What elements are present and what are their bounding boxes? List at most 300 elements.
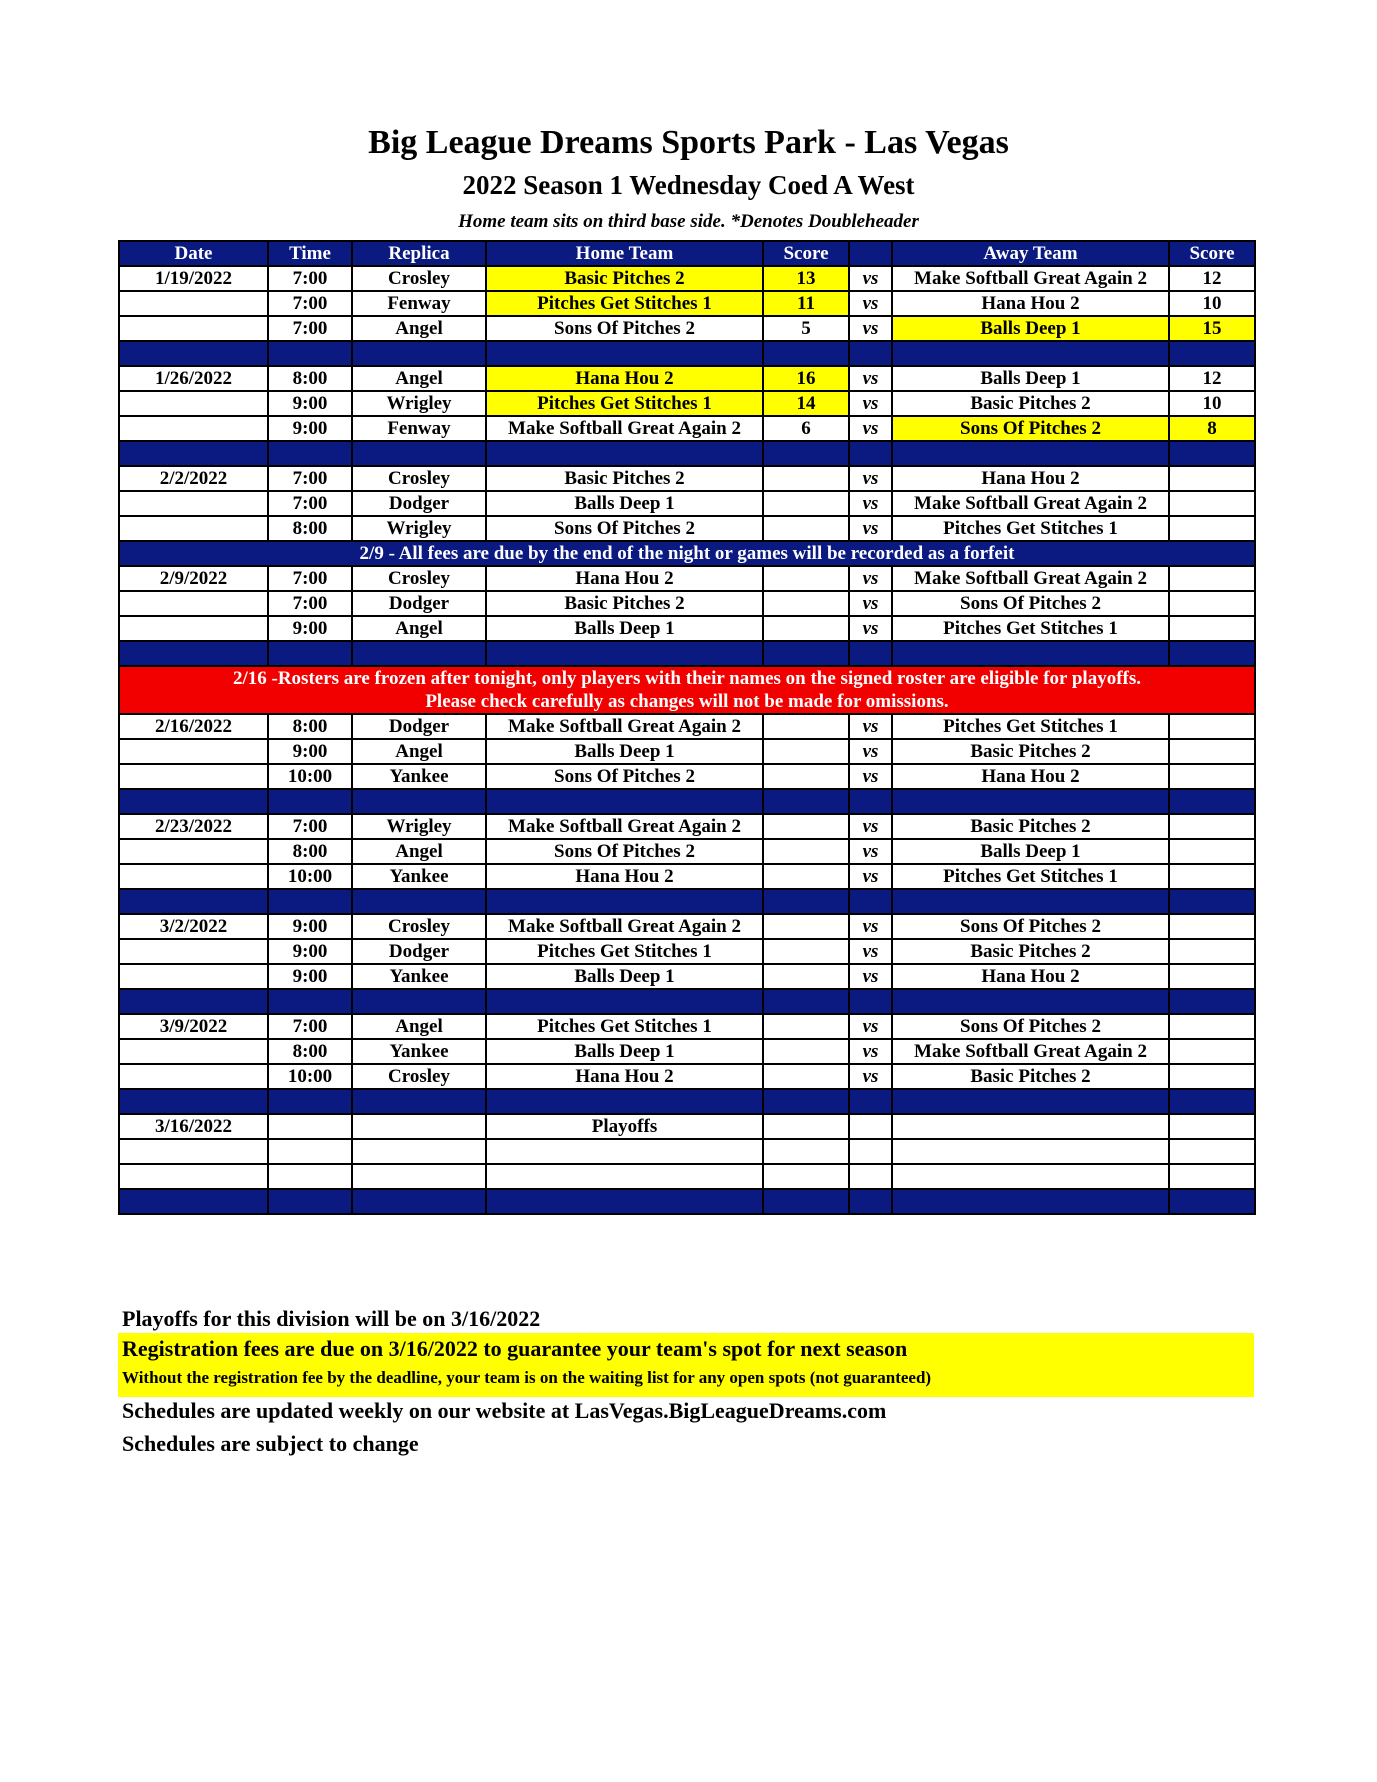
game-row	[119, 491, 1255, 516]
away-team: Make Softball Great Again 2	[892, 266, 1169, 291]
game-time: 8:00	[268, 839, 352, 864]
separator-row	[119, 989, 1255, 1014]
column-header-date: Date	[119, 241, 268, 266]
home-team: Hana Hou 2	[486, 566, 763, 591]
home-score: 11	[763, 291, 849, 316]
home-score	[763, 566, 849, 591]
separator-cell	[268, 441, 352, 466]
game-date	[119, 591, 268, 616]
separator-cell	[119, 989, 268, 1014]
game-time: 8:00	[268, 516, 352, 541]
separator-cell	[268, 341, 352, 366]
vs-label: vs	[849, 616, 892, 641]
game-date	[119, 1064, 268, 1089]
separator-cell	[892, 889, 1169, 914]
game-field: Wrigley	[352, 814, 486, 839]
away-team: Basic Pitches 2	[892, 1064, 1169, 1089]
roster-alert-row	[119, 666, 1255, 714]
game-field: Angel	[352, 1014, 486, 1039]
away-score	[1169, 1139, 1255, 1164]
vs-label: vs	[849, 391, 892, 416]
home-team: Basic Pitches 2	[486, 591, 763, 616]
separator-cell	[1169, 1089, 1255, 1114]
game-field: Angel	[352, 739, 486, 764]
page-note: Home team sits on third base side. *Denotes Doubleheader	[458, 211, 919, 232]
separator-cell	[849, 989, 892, 1014]
home-score	[763, 1139, 849, 1164]
game-row	[119, 964, 1255, 989]
separator-cell	[352, 989, 486, 1014]
home-team: Basic Pitches 2	[486, 466, 763, 491]
game-date	[119, 764, 268, 789]
separator-cell	[268, 989, 352, 1014]
game-field: Crosley	[352, 566, 486, 591]
vs-label: vs	[849, 491, 892, 516]
home-team: Hana Hou 2	[486, 1064, 763, 1089]
home-score	[763, 516, 849, 541]
separator-cell	[268, 1189, 352, 1214]
away-score: 15	[1169, 316, 1255, 341]
game-time: 7:00	[268, 566, 352, 591]
vs-label: vs	[849, 416, 892, 441]
separator-cell	[892, 989, 1169, 1014]
separator-cell	[486, 341, 763, 366]
game-row	[119, 366, 1255, 391]
vs-label	[849, 1114, 892, 1139]
home-team: Sons Of Pitches 2	[486, 516, 763, 541]
game-field	[352, 1114, 486, 1139]
game-time: 9:00	[268, 616, 352, 641]
separator-cell	[486, 441, 763, 466]
vs-label	[849, 1164, 892, 1189]
away-team: Balls Deep 1	[892, 839, 1169, 864]
separator-row	[119, 889, 1255, 914]
game-row	[119, 1039, 1255, 1064]
home-team: Make Softball Great Again 2	[486, 814, 763, 839]
away-score	[1169, 864, 1255, 889]
separator-row	[119, 641, 1255, 666]
separator-cell	[892, 1189, 1169, 1214]
game-field: Dodger	[352, 491, 486, 516]
game-row	[119, 864, 1255, 889]
away-team: Sons Of Pitches 2	[892, 416, 1169, 441]
game-row	[119, 764, 1255, 789]
away-team: Basic Pitches 2	[892, 814, 1169, 839]
separator-cell	[119, 641, 268, 666]
home-score	[763, 491, 849, 516]
column-header-time: Time	[268, 241, 352, 266]
game-field: Wrigley	[352, 391, 486, 416]
away-score	[1169, 466, 1255, 491]
vs-label: vs	[849, 964, 892, 989]
away-team: Hana Hou 2	[892, 291, 1169, 316]
game-field: Angel	[352, 316, 486, 341]
game-time: 10:00	[268, 764, 352, 789]
home-score: 14	[763, 391, 849, 416]
separator-row	[119, 341, 1255, 366]
vs-label: vs	[849, 914, 892, 939]
vs-label: vs	[849, 839, 892, 864]
home-team: Pitches Get Stitches 1	[486, 291, 763, 316]
separator-cell	[119, 1189, 268, 1214]
game-row	[119, 516, 1255, 541]
home-score	[763, 591, 849, 616]
separator-cell	[352, 1189, 486, 1214]
vs-label: vs	[849, 939, 892, 964]
separator-cell	[486, 989, 763, 1014]
game-time: 7:00	[268, 491, 352, 516]
vs-label: vs	[849, 1064, 892, 1089]
away-team: Balls Deep 1	[892, 316, 1169, 341]
away-score	[1169, 939, 1255, 964]
game-field: Fenway	[352, 291, 486, 316]
game-date: 3/9/2022	[119, 1014, 268, 1039]
game-field: Wrigley	[352, 516, 486, 541]
game-row	[119, 591, 1255, 616]
game-row	[119, 814, 1255, 839]
game-time: 8:00	[268, 714, 352, 739]
game-field: Crosley	[352, 266, 486, 291]
separator-cell	[119, 1089, 268, 1114]
game-field: Yankee	[352, 964, 486, 989]
away-team: Basic Pitches 2	[892, 391, 1169, 416]
home-team	[486, 1164, 763, 1189]
away-team	[892, 1114, 1169, 1139]
playoffs-note: Playoffs for this division will be on 3/16/2022	[122, 1306, 541, 1331]
game-date	[119, 291, 268, 316]
separator-cell	[849, 889, 892, 914]
vs-label: vs	[849, 739, 892, 764]
vs-label: vs	[849, 764, 892, 789]
separator-cell	[119, 441, 268, 466]
game-time: 7:00	[268, 814, 352, 839]
game-time: 10:00	[268, 864, 352, 889]
away-score	[1169, 1014, 1255, 1039]
separator-cell	[892, 341, 1169, 366]
home-team: Balls Deep 1	[486, 739, 763, 764]
game-row	[119, 291, 1255, 316]
away-score	[1169, 814, 1255, 839]
home-team: Balls Deep 1	[486, 964, 763, 989]
game-row	[119, 416, 1255, 441]
vs-label: vs	[849, 864, 892, 889]
away-score	[1169, 616, 1255, 641]
away-score	[1169, 491, 1255, 516]
away-team: Make Softball Great Again 2	[892, 566, 1169, 591]
home-score	[763, 616, 849, 641]
column-header-away-team: Away Team	[892, 241, 1169, 266]
column-header-away-score: Score	[1169, 241, 1255, 266]
separator-cell	[849, 1089, 892, 1114]
game-row	[119, 1139, 1255, 1164]
separator-row	[119, 1089, 1255, 1114]
separator-cell	[763, 1089, 849, 1114]
game-date: 1/26/2022	[119, 366, 268, 391]
table-header-row	[119, 241, 1255, 266]
game-date	[119, 416, 268, 441]
home-team: Sons Of Pitches 2	[486, 764, 763, 789]
away-score	[1169, 764, 1255, 789]
separator-cell	[486, 789, 763, 814]
game-date	[119, 739, 268, 764]
away-team: Hana Hou 2	[892, 466, 1169, 491]
game-field: Angel	[352, 366, 486, 391]
game-row	[119, 1014, 1255, 1039]
separator-cell	[268, 789, 352, 814]
game-row	[119, 714, 1255, 739]
game-date	[119, 1139, 268, 1164]
home-score	[763, 1039, 849, 1064]
game-row	[119, 839, 1255, 864]
game-field: Angel	[352, 839, 486, 864]
game-row	[119, 616, 1255, 641]
schedule-table	[118, 240, 1256, 1215]
home-team: Balls Deep 1	[486, 616, 763, 641]
separator-cell	[352, 1089, 486, 1114]
separator-cell	[268, 1089, 352, 1114]
home-team: Pitches Get Stitches 1	[486, 939, 763, 964]
separator-cell	[849, 641, 892, 666]
home-team: Pitches Get Stitches 1	[486, 1014, 763, 1039]
separator-cell	[849, 1189, 892, 1214]
column-header-replica: Replica	[352, 241, 486, 266]
separator-cell	[1169, 1189, 1255, 1214]
game-time: 7:00	[268, 591, 352, 616]
game-field: Dodger	[352, 939, 486, 964]
game-time: 9:00	[268, 914, 352, 939]
registration-note: Registration fees are due on 3/16/2022 to guarantee your team's spot for next season	[122, 1336, 908, 1361]
away-score: 12	[1169, 266, 1255, 291]
away-score	[1169, 1039, 1255, 1064]
separator-cell	[352, 641, 486, 666]
game-time: 10:00	[268, 1064, 352, 1089]
separator-cell	[1169, 341, 1255, 366]
home-score	[763, 1164, 849, 1189]
away-team: Sons Of Pitches 2	[892, 914, 1169, 939]
separator-cell	[352, 341, 486, 366]
away-score	[1169, 714, 1255, 739]
separator-cell	[486, 1089, 763, 1114]
separator-cell	[1169, 441, 1255, 466]
away-score	[1169, 1164, 1255, 1189]
home-score	[763, 814, 849, 839]
away-team: Pitches Get Stitches 1	[892, 616, 1169, 641]
away-team: Basic Pitches 2	[892, 739, 1169, 764]
home-score	[763, 714, 849, 739]
game-time: 7:00	[268, 466, 352, 491]
separator-cell	[849, 341, 892, 366]
away-team: Pitches Get Stitches 1	[892, 516, 1169, 541]
home-score	[763, 1064, 849, 1089]
home-team: Pitches Get Stitches 1	[486, 391, 763, 416]
home-team: Sons Of Pitches 2	[486, 839, 763, 864]
away-team: Pitches Get Stitches 1	[892, 714, 1169, 739]
away-score: 10	[1169, 291, 1255, 316]
vs-label: vs	[849, 1039, 892, 1064]
game-row	[119, 914, 1255, 939]
home-score	[763, 964, 849, 989]
game-time: 8:00	[268, 1039, 352, 1064]
home-score	[763, 466, 849, 491]
game-field: Crosley	[352, 1064, 486, 1089]
separator-cell	[763, 789, 849, 814]
home-team: Playoffs	[486, 1114, 763, 1139]
away-team: Hana Hou 2	[892, 764, 1169, 789]
game-field: Angel	[352, 616, 486, 641]
home-score	[763, 839, 849, 864]
roster-alert-line-1: 2/16 -Rosters are frozen after tonight, only players with their names on the signed roster are eligible for playoffs.	[232, 668, 1142, 689]
separator-row	[119, 789, 1255, 814]
separator-cell	[763, 1189, 849, 1214]
game-time: 7:00	[268, 291, 352, 316]
away-score	[1169, 739, 1255, 764]
notice-row	[119, 541, 1255, 566]
website-note: Schedules are updated weekly on our website at LasVegas.BigLeagueDreams.com	[122, 1398, 887, 1423]
game-time	[268, 1164, 352, 1189]
game-date	[119, 964, 268, 989]
game-date: 3/16/2022	[119, 1114, 268, 1139]
separator-cell	[119, 341, 268, 366]
game-field	[352, 1164, 486, 1189]
game-date: 2/9/2022	[119, 566, 268, 591]
separator-row	[119, 441, 1255, 466]
away-team	[892, 1164, 1169, 1189]
game-time: 9:00	[268, 964, 352, 989]
home-score: 6	[763, 416, 849, 441]
schedule-body	[119, 266, 1255, 1214]
home-team: Make Softball Great Again 2	[486, 714, 763, 739]
home-team: Hana Hou 2	[486, 366, 763, 391]
vs-label: vs	[849, 466, 892, 491]
game-date: 3/2/2022	[119, 914, 268, 939]
vs-label: vs	[849, 814, 892, 839]
game-field: Crosley	[352, 466, 486, 491]
vs-label: vs	[849, 316, 892, 341]
game-field: Crosley	[352, 914, 486, 939]
game-field: Dodger	[352, 591, 486, 616]
separator-cell	[763, 989, 849, 1014]
home-score	[763, 864, 849, 889]
separator-cell	[763, 441, 849, 466]
vs-label: vs	[849, 291, 892, 316]
home-team: Basic Pitches 2	[486, 266, 763, 291]
vs-label: vs	[849, 366, 892, 391]
home-team: Sons Of Pitches 2	[486, 316, 763, 341]
column-header-home-team: Home Team	[486, 241, 763, 266]
home-score	[763, 914, 849, 939]
game-time: 7:00	[268, 316, 352, 341]
home-score	[763, 1114, 849, 1139]
game-field: Yankee	[352, 864, 486, 889]
home-score	[763, 764, 849, 789]
game-time: 7:00	[268, 266, 352, 291]
vs-label	[849, 1139, 892, 1164]
away-team: Balls Deep 1	[892, 366, 1169, 391]
registration-detail: Without the registration fee by the deadline, your team is on the waiting list for any open spots (not guaranteed)	[122, 1368, 932, 1387]
separator-cell	[892, 641, 1169, 666]
away-score: 8	[1169, 416, 1255, 441]
roster-alert-line-2: Please check carefully as changes will not be made for omissions.	[425, 691, 949, 712]
separator-cell	[352, 889, 486, 914]
game-date: 2/23/2022	[119, 814, 268, 839]
away-score	[1169, 914, 1255, 939]
game-date	[119, 1039, 268, 1064]
away-score	[1169, 1114, 1255, 1139]
away-score: 10	[1169, 391, 1255, 416]
separator-cell	[268, 641, 352, 666]
roster-alert	[119, 666, 1255, 714]
game-row	[119, 939, 1255, 964]
away-team: Hana Hou 2	[892, 964, 1169, 989]
separator-cell	[486, 641, 763, 666]
vs-label: vs	[849, 516, 892, 541]
column-header-home-score: Score	[763, 241, 849, 266]
vs-label: vs	[849, 591, 892, 616]
home-team: Hana Hou 2	[486, 864, 763, 889]
away-team: Sons Of Pitches 2	[892, 1014, 1169, 1039]
game-date	[119, 864, 268, 889]
vs-label: vs	[849, 266, 892, 291]
home-team: Balls Deep 1	[486, 491, 763, 516]
vs-label: vs	[849, 566, 892, 591]
game-row	[119, 566, 1255, 591]
separator-cell	[486, 1189, 763, 1214]
game-date	[119, 491, 268, 516]
separator-cell	[486, 889, 763, 914]
separator-cell	[1169, 641, 1255, 666]
game-field	[352, 1139, 486, 1164]
game-row	[119, 1164, 1255, 1189]
game-date: 2/2/2022	[119, 466, 268, 491]
separator-cell	[119, 789, 268, 814]
separator-cell	[268, 889, 352, 914]
game-time: 9:00	[268, 739, 352, 764]
column-header-vs	[849, 241, 892, 266]
away-score	[1169, 839, 1255, 864]
game-date	[119, 616, 268, 641]
separator-cell	[849, 441, 892, 466]
separator-cell	[763, 641, 849, 666]
game-field: Dodger	[352, 714, 486, 739]
separator-cell	[763, 341, 849, 366]
game-date	[119, 1164, 268, 1189]
home-score	[763, 1014, 849, 1039]
home-team	[486, 1139, 763, 1164]
separator-cell	[1169, 889, 1255, 914]
away-team: Make Softball Great Again 2	[892, 1039, 1169, 1064]
game-row	[119, 1064, 1255, 1089]
game-date	[119, 516, 268, 541]
home-score: 13	[763, 266, 849, 291]
home-score: 5	[763, 316, 849, 341]
game-time: 7:00	[268, 1014, 352, 1039]
away-team: Sons Of Pitches 2	[892, 591, 1169, 616]
game-time: 9:00	[268, 416, 352, 441]
separator-cell	[352, 789, 486, 814]
game-row	[119, 739, 1255, 764]
game-date	[119, 939, 268, 964]
home-score	[763, 739, 849, 764]
separator-cell	[352, 441, 486, 466]
notice-text: 2/9 - All fees are due by the end of the night or games will be recorded as a forfeit	[119, 541, 1255, 566]
separator-cell	[1169, 989, 1255, 1014]
game-field: Fenway	[352, 416, 486, 441]
home-team: Make Softball Great Again 2	[486, 416, 763, 441]
separator-cell	[892, 1089, 1169, 1114]
home-score: 16	[763, 366, 849, 391]
separator-row	[119, 1189, 1255, 1214]
vs-label: vs	[849, 714, 892, 739]
